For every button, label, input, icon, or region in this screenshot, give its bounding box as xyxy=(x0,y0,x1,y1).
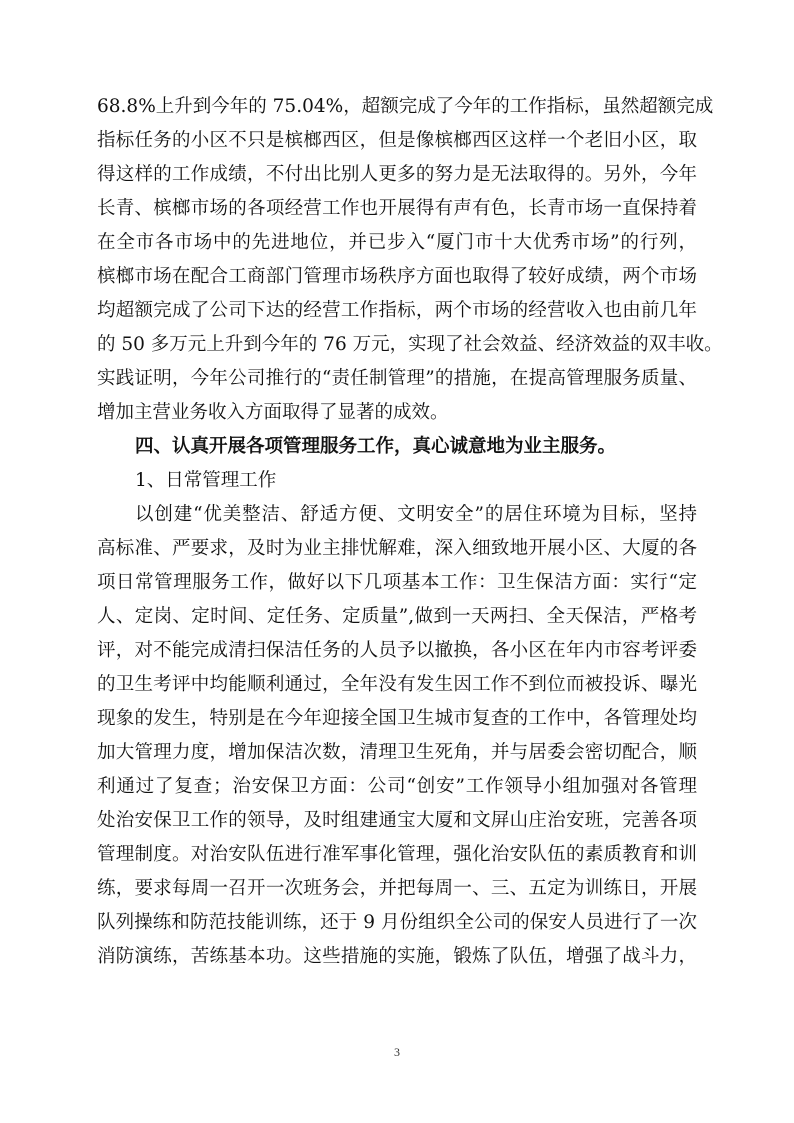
paragraph-line: 处治安保卫工作的领导，及时组建通宝大厦和文屏山庄治安班，完善各项 xyxy=(97,810,697,831)
page-number: 3 xyxy=(394,1045,400,1059)
paragraph-line: 增加主营业务收入方面取得了显著的成效。 xyxy=(97,402,449,423)
subsection-heading: 1、日常管理工作 xyxy=(135,470,277,491)
paragraph-line: 管理制度。对治安队伍进行准军事化管理，强化治安队伍的素质教育和训 xyxy=(97,844,697,865)
paragraph-line: 的卫生考评中均能顺利通过，全年没有发生因工作不到位而被投诉、曝光 xyxy=(97,674,697,695)
paragraph-line: 68.8%上升到今年的 75.04%，超额完成了今年的工作指标，虽然超额完成 xyxy=(97,96,714,117)
paragraph-line: 在全市各市场中的先进地位，并已步入“厦门市十大优秀市场”的行列， xyxy=(97,232,697,253)
paragraph-line: 评，对不能完成清扫保洁任务的人员予以撤换，各小区在年内市容考评委 xyxy=(97,640,697,661)
paragraph-line: 现象的发生，特别是在今年迎接全国卫生城市复查的工作中，各管理处均 xyxy=(97,708,697,729)
paragraph-line: 以创建“优美整洁、舒适方便、文明安全”的居住环境为目标，坚持 xyxy=(135,504,697,525)
paragraph-line: 项日常管理服务工作，做好以下几项基本工作：卫生保洁方面：实行“定 xyxy=(97,572,697,593)
paragraph-line: 槟榔市场在配合工商部门管理市场秩序方面也取得了较好成绩，两个市场 xyxy=(97,266,697,287)
paragraph-line: 得这样的工作成绩，不付出比别人更多的努力是无法取得的。另外，今年 xyxy=(97,164,697,185)
paragraph-line: 的 50 多万元上升到今年的 76 万元，实现了社会效益、经济效益的双丰收。 xyxy=(97,334,723,355)
paragraph-line: 指标任务的小区不只是槟榔西区，但是像槟榔西区这样一个老旧小区，取 xyxy=(97,130,697,151)
paragraph-line: 高标准、严要求，及时为业主排忧解难，深入细致地开展小区、大厦的各 xyxy=(97,538,697,559)
paragraph-line: 实践证明，今年公司推行的“责任制管理”的措施，在提高管理服务质量、 xyxy=(97,368,697,389)
paragraph-line: 人、定岗、定时间、定任务、定质量”,做到一天两扫、全天保洁，严格考 xyxy=(97,606,697,627)
paragraph-line: 利通过了复查；治安保卫方面：公司“创安”工作领导小组加强对各管理 xyxy=(97,776,697,797)
paragraph-line: 队列操练和防范技能训练，还于 9 月份组织全公司的保安人员进行了一次 xyxy=(97,912,697,933)
paragraph-line: 消防演练，苦练基本功。这些措施的实施，锻炼了队伍，增强了战斗力， xyxy=(97,946,697,967)
paragraph-line: 长青、槟榔市场的各项经营工作也开展得有声有色，长青市场一直保持着 xyxy=(97,198,697,219)
section-heading: 四、认真开展各项管理服务工作，真心诚意地为业主服务。 xyxy=(135,436,617,457)
paragraph-line: 加大管理力度，增加保洁次数，清理卫生死角，并与居委会密切配合，顺 xyxy=(97,742,697,763)
paragraph-line: 均超额完成了公司下达的经营工作指标，两个市场的经营收入也由前几年 xyxy=(97,300,697,321)
paragraph-line: 练，要求每周一召开一次班务会，并把每周一、三、五定为训练日，开展 xyxy=(97,878,697,899)
